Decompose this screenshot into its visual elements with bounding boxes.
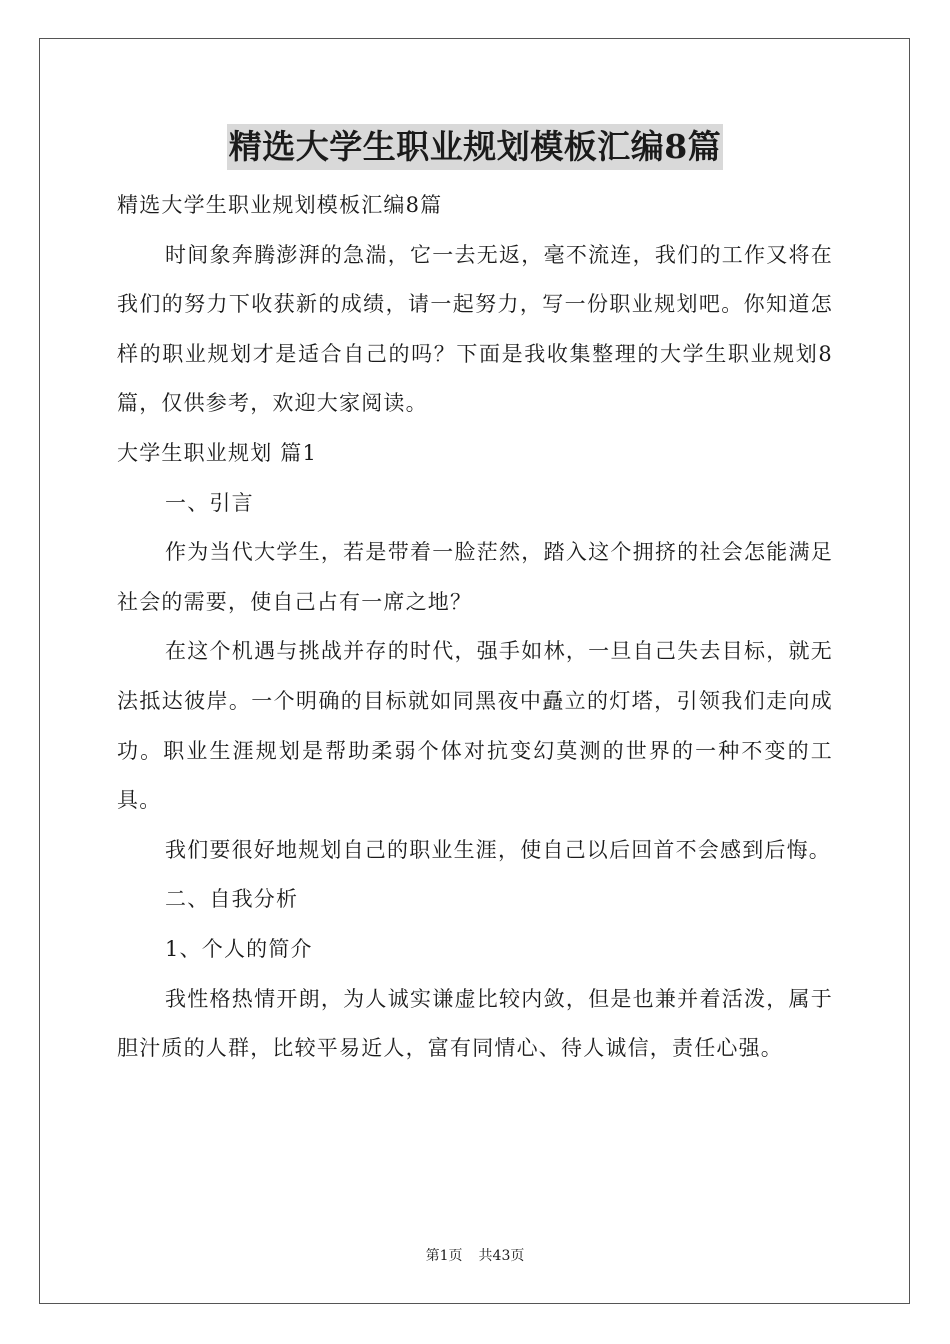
page-total: 共43页 bbox=[478, 1248, 525, 1264]
subsection-heading: 1、个人的简介 bbox=[165, 936, 313, 961]
document-title-block bbox=[0, 124, 950, 172]
intro-paragraph: 时间象奔腾澎湃的急湍，它一去无返，毫不流连，我们的工作又将在我们的努力下收获新的成绩，请一起努力，写一份职业规划吧。你知道怎样的职业规划才是适合自己的吗？下面是我收集整理的大学生职业规划8篇，仅供参考，欢迎大家阅读。 bbox=[117, 242, 833, 416]
subsection-heading: 二、自我分析 bbox=[165, 887, 299, 912]
body-paragraph: 我性格热情开朗，为人诚实谦虚比较内敛，但是也兼并着活泼，属于胆汁质的人群，比较平易近人，富有同情心、待人诚信，责任心强。 bbox=[117, 986, 833, 1061]
page-number: 第1页 bbox=[425, 1248, 463, 1264]
body-paragraph: 作为当代大学生，若是带着一脸茫然，踏入这个拥挤的社会怎能满足社会的需要，使自己占有一席之地？ bbox=[117, 540, 833, 614]
page-footer bbox=[0, 1246, 950, 1266]
body-paragraph: 在这个机遇与挑战并存的时代，强手如林，一旦自己失去目标，就无法抵达彼岸。一个明确的目标就如同黑夜中矗立的灯塔，引领我们走向成功。职业生涯规划是帮助柔弱个体对抗变幻莫测的世界的一种不变的工具。 bbox=[117, 639, 833, 813]
document-title: 精选大学生职业规划模板汇编8篇 bbox=[227, 124, 723, 170]
section-heading: 大学生职业规划 篇1 bbox=[117, 440, 318, 465]
document-body bbox=[117, 181, 833, 1074]
subsection-heading: 一、引言 bbox=[165, 490, 254, 515]
body-paragraph: 我们要很好地规划自己的职业生涯，使自己以后回首不会感到后悔。 bbox=[165, 837, 831, 862]
subtitle-line: 精选大学生职业规划模板汇编8篇 bbox=[117, 193, 443, 217]
